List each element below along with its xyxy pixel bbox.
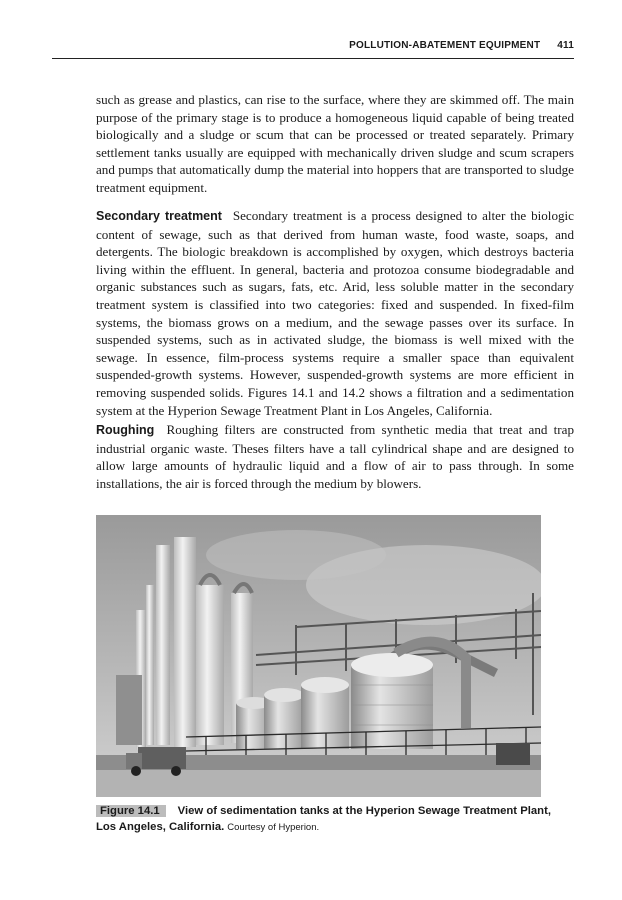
paragraph-primary-continued: such as grease and plastics, can rise to the surface, where they are skimmed off. The main purpose of the primary stage is to produce a homogeneous liquid capable of being treated biologically and a sludge or scum that can be processed or treated separately. Primary settlement tanks usually are equipped with mechanically driven sludge and scum scrapers and pumps that automatically dump the material into hoppers that are transported to sludge treatment equipment. [96, 92, 574, 195]
figure-credit: Courtesy of Hyperion. [227, 822, 320, 833]
roughing-heading: Roughing [96, 423, 155, 437]
figure-label: Figure 14.1 [96, 805, 166, 817]
page-number: 411 [557, 40, 574, 51]
running-header [52, 40, 574, 59]
plant-illustration [96, 515, 541, 797]
figure-caption-text: View of sedimentation tanks at the Hyperion Sewage Treatment Plant, Los Angeles, California. [96, 805, 551, 833]
secondary-treatment-heading: Secondary treatment [96, 209, 222, 223]
paragraph-roughing [96, 421, 574, 492]
roughing-text: Roughing filters are constructed from synthetic media that treat and trap industrial organic waste. Theses filters have a tall cylindrical shape and are designed to allow large amounts of hydraulic liquid and a flow of air to pass through. In some installations, the air is forced through the medium by blowers. [96, 422, 575, 491]
running-title: POLLUTION-ABATEMENT EQUIPMENT [349, 40, 541, 51]
figure-caption [96, 803, 566, 836]
figure-photo-sedimentation-tanks [96, 515, 541, 797]
secondary-treatment-text: Secondary treatment is a process designed to alter the biologic content of sewage, such as that derived from human waste, food waste, soaps, and detergents. The biologic breakdown is accomplished by oxygen, which destroys bacteria living within the effluent. In general, bacteria and protozoa consume biodegradable and organic substances such as sugars, fats, etc. Arid, less soluble matter in the secondary treatment system is classified into two categories: fixed and suspended. In fixed-film systems, the biomass grows on a medium, and the sewage passes over its surface. In suspended systems, such as in activated sludge, the biomass is well mixed with the sewage. In essence, film-process systems require a smaller space than equivalent suspended-growth systems. However, suspended-growth systems are more efficient in removing suspended solids. Figures 14.1 and 14.2 shows a filtration and a sedimentation system at the Hyperion Sewage Treatment Plant in Los Angeles, California. [96, 208, 574, 418]
sign-board [496, 743, 530, 765]
paragraph-secondary-treatment [96, 207, 574, 419]
